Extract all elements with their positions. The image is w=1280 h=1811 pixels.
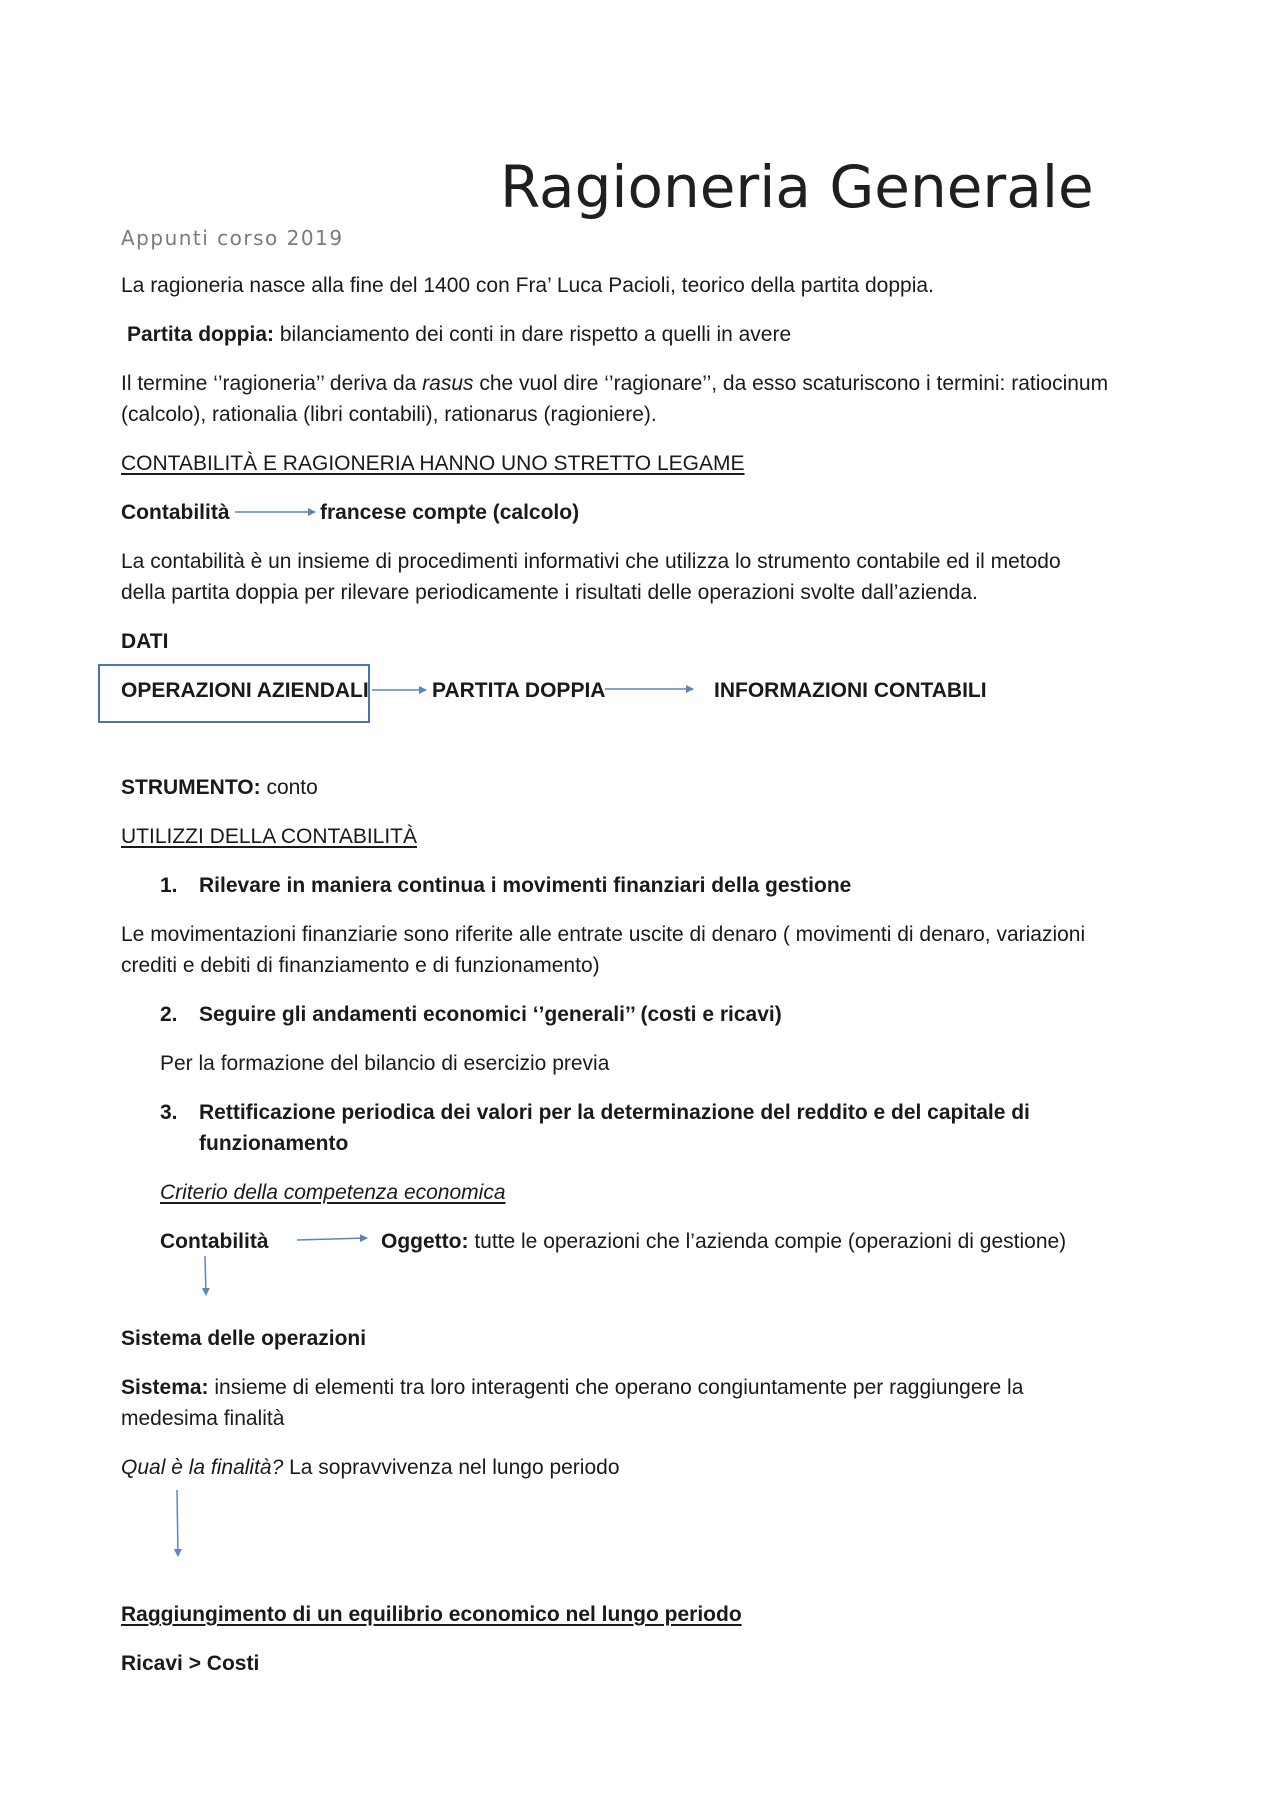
contabilita-desc-line2: della partita doppia per rilevare periodicamente i risultati delle operazioni svolte dall’azienda. (121, 581, 978, 604)
francese-compte: francese compte (calcolo) (320, 501, 580, 524)
oggetto-label: Oggetto: (381, 1230, 469, 1253)
flow-operazioni: OPERAZIONI AZIENDALI (121, 679, 369, 702)
equilibrio-heading: Raggiungimento di un equilibrio economico nel lungo periodo (121, 1603, 742, 1626)
flow-partita-doppia: PARTITA DOPPIA (432, 679, 606, 702)
item3-title-line2: funzionamento (199, 1132, 349, 1155)
contabilita-desc-line1: La contabilità è un insieme di procedimenti informativi che utilizza lo strumento contabile ed il metodo (121, 550, 1061, 573)
partita-doppia-text: bilanciamento dei conti in dare rispetto a quelli in avere (274, 323, 792, 346)
item2-title: Seguire gli andamenti economici ‘’generali’’ (costi e ricavi) (199, 1003, 782, 1026)
arrow-down-equilibrio (177, 1490, 178, 1556)
finalita-italic: Qual è la finalità? (121, 1456, 284, 1479)
page-subtitle: Appunti corso 2019 (121, 226, 344, 250)
sistema-definition-line2: medesima finalità (121, 1407, 285, 1430)
item1-desc-line2: crediti e debiti di finanziamento e di funzionamento) (121, 954, 600, 977)
arrow-contabilita-oggetto (297, 1238, 367, 1240)
utilizzi-heading: UTILIZZI DELLA CONTABILITÀ (121, 825, 418, 848)
strumento-value: conto (260, 776, 318, 799)
item1-number: 1. (160, 874, 178, 897)
strumento-label: STRUMENTO: (121, 776, 261, 799)
term-rasus: rasus (422, 372, 474, 395)
page-title: Ragioneria Generale (500, 153, 1094, 221)
sistema-label: Sistema: (121, 1376, 209, 1399)
sistema-heading: Sistema delle operazioni (121, 1327, 367, 1350)
oggetto-contabilita: Contabilità (160, 1230, 269, 1253)
oggetto-text: tutte le operazioni che l’azienda compie (operazioni di gestione) (468, 1230, 1067, 1253)
item3-number: 3. (160, 1101, 178, 1124)
item3-title-line1: Rettificazione periodica dei valori per la determinazione del reddito e del capitale di (199, 1101, 1030, 1124)
sistema-text: insieme di elementi tra loro interagenti che operano congiuntamente per raggiungere la (208, 1376, 1024, 1399)
arrow-down-sistema (205, 1256, 206, 1295)
dati-label: DATI (121, 630, 169, 653)
term-paragraph-line2: (calcolo), rationalia (libri contabili), rationarus (ragioniere). (121, 403, 657, 426)
finalita-answer: La sopravvivenza nel lungo periodo (283, 1456, 620, 1479)
term-text-a: Il termine ‘’ragioneria’’ deriva da (121, 372, 423, 395)
partita-doppia-label: Partita doppia: (127, 323, 275, 346)
ricavi-costi: Ricavi > Costi (121, 1652, 260, 1675)
item2-number: 2. (160, 1003, 178, 1026)
intro-paragraph: La ragioneria nasce alla fine del 1400 con Fra’ Luca Pacioli, teorico della partita doppia. (121, 274, 934, 297)
criterio-competenza: Criterio della competenza economica (160, 1181, 506, 1204)
item1-title: Rilevare in maniera continua i movimenti finanziari della gestione (199, 874, 852, 897)
item1-desc-line1: Le movimentazioni finanziarie sono riferite alle entrate uscite di denaro ( movimenti di denaro, variazioni (121, 923, 1086, 946)
term-text-c: che vuol dire ‘’ragionare’’, da esso scaturiscono i termini: ratiocinum (473, 372, 1109, 395)
item2-desc: Per la formazione del bilancio di esercizio previa (160, 1052, 610, 1075)
legame-heading: CONTABILITÀ E RAGIONERIA HANNO UNO STRETTO LEGAME (121, 452, 745, 475)
flow-informazioni: INFORMAZIONI CONTABILI (714, 679, 987, 702)
contabilita-label: Contabilità (121, 501, 230, 524)
